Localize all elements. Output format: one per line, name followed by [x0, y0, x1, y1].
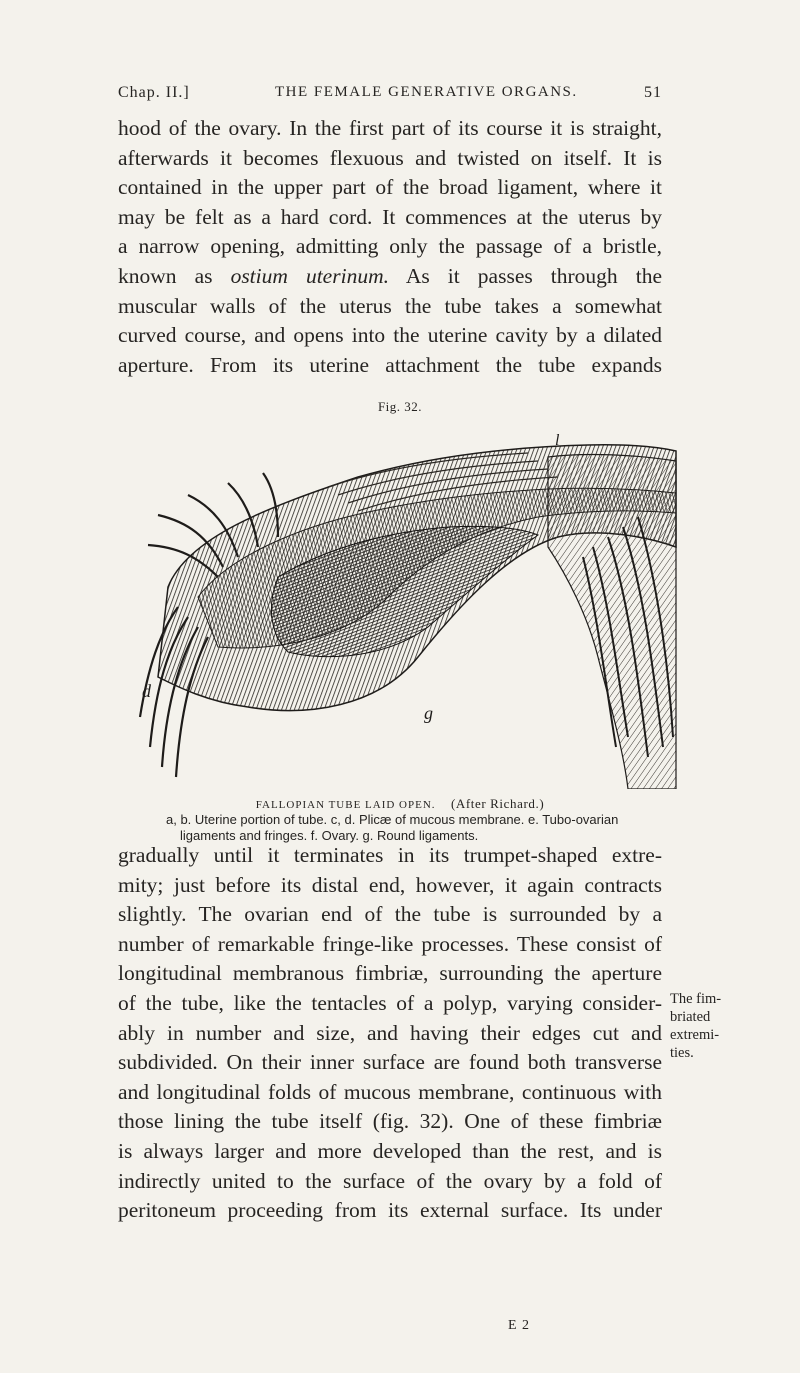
- text-line: afterwards it becomes flexuous and twisted on itself. It is: [118, 145, 662, 170]
- marginal-note-line: briated: [670, 1009, 711, 1025]
- caption-credit: (After Richard.): [450, 796, 545, 811]
- figure-caption-title: [0, 796, 800, 812]
- figure-letter-d: d: [142, 681, 151, 701]
- figure-label: Fig. 32.: [377, 399, 423, 414]
- text-line: number of remarkable fringe-like processes. These consist of: [118, 931, 662, 956]
- text-line: peritoneum proceeding from its external surface. Its under: [118, 1198, 662, 1223]
- text-line: longitudinal membranous fimbriæ, surrounding the aperture: [118, 961, 662, 986]
- text-line: a narrow opening, admitting only the passage of a bristle,: [118, 234, 662, 259]
- text-line: those lining the tube itself (fig. 32). One of these fimbriæ: [118, 1109, 662, 1134]
- text-line: hood of the ovary. In the first part of its course it is straight,: [118, 116, 662, 140]
- fimbriated-end: [548, 454, 676, 789]
- running-head: [118, 84, 662, 108]
- text-line: curved course, and opens into the uterine cavity by a dilated: [118, 323, 662, 348]
- text-fragment: known as: [118, 263, 213, 288]
- text-line: aperture. From its uterine attachment the tube expands: [118, 352, 662, 377]
- text-line: slightly. The ovarian end of the tube is surrounded by a: [118, 902, 662, 927]
- figure-letter-g: g: [424, 703, 433, 723]
- text-line: mity; just before its distal end, however, it again contracts: [118, 872, 662, 897]
- text-line: subdivided. On their inner surface are found both transverse: [118, 1050, 662, 1075]
- chapter-marker: Chap. II.]: [118, 84, 190, 101]
- figure-caption-legend: [166, 812, 666, 844]
- marginal-note-line: ties.: [670, 1045, 694, 1061]
- fallopian-tube-illustration: [128, 417, 678, 789]
- paragraph-bottom: [118, 841, 662, 1226]
- text-line: and longitudinal folds of mucous membrane, continuous with: [118, 1079, 662, 1104]
- text-line: muscular walls of the uterus the tube takes a somewhat: [118, 293, 662, 318]
- text-line: contained in the upper part of the broad ligament, where it: [118, 175, 662, 200]
- signature-mark: E 2: [508, 1318, 531, 1333]
- caption-line: a, b. Uterine portion of tube. c, d. Plicæ of mucous membrane. e. Tubo-ovarian: [166, 812, 619, 827]
- text-line: gradually until it terminates in its trumpet-shaped extre-: [118, 843, 662, 867]
- text-line: is always larger and more developed than the rest, and is: [118, 1138, 662, 1163]
- text-line: [118, 262, 662, 292]
- marginal-note-line: The fim-: [670, 991, 722, 1007]
- running-title: THE FEMALE GENERATIVE ORGANS.: [275, 84, 578, 100]
- text-fragment: As it passes through the: [405, 263, 662, 288]
- marginal-note-line: extremi-: [670, 1027, 720, 1043]
- text-line: may be felt as a hard cord. It commences at the uterus by: [118, 204, 662, 229]
- italic-term: ostium uterinum.: [230, 263, 389, 288]
- caption-heading: FALLOPIAN TUBE LAID OPEN.: [255, 799, 436, 811]
- caption-line: ligaments and fringes. f. Ovary. g. Round ligaments.: [180, 828, 479, 843]
- paragraph-top: [118, 114, 662, 380]
- text-line: ably in number and size, and having their edges cut and: [118, 1020, 662, 1045]
- text-line: of the tube, like the tentacles of a polyp, varying consider-: [118, 990, 662, 1015]
- page-number: 51: [644, 84, 662, 101]
- marginal-note: [670, 990, 750, 1062]
- figure-letter-l: l: [555, 432, 560, 449]
- text-line: indirectly united to the surface of the ovary by a fold of: [118, 1168, 662, 1193]
